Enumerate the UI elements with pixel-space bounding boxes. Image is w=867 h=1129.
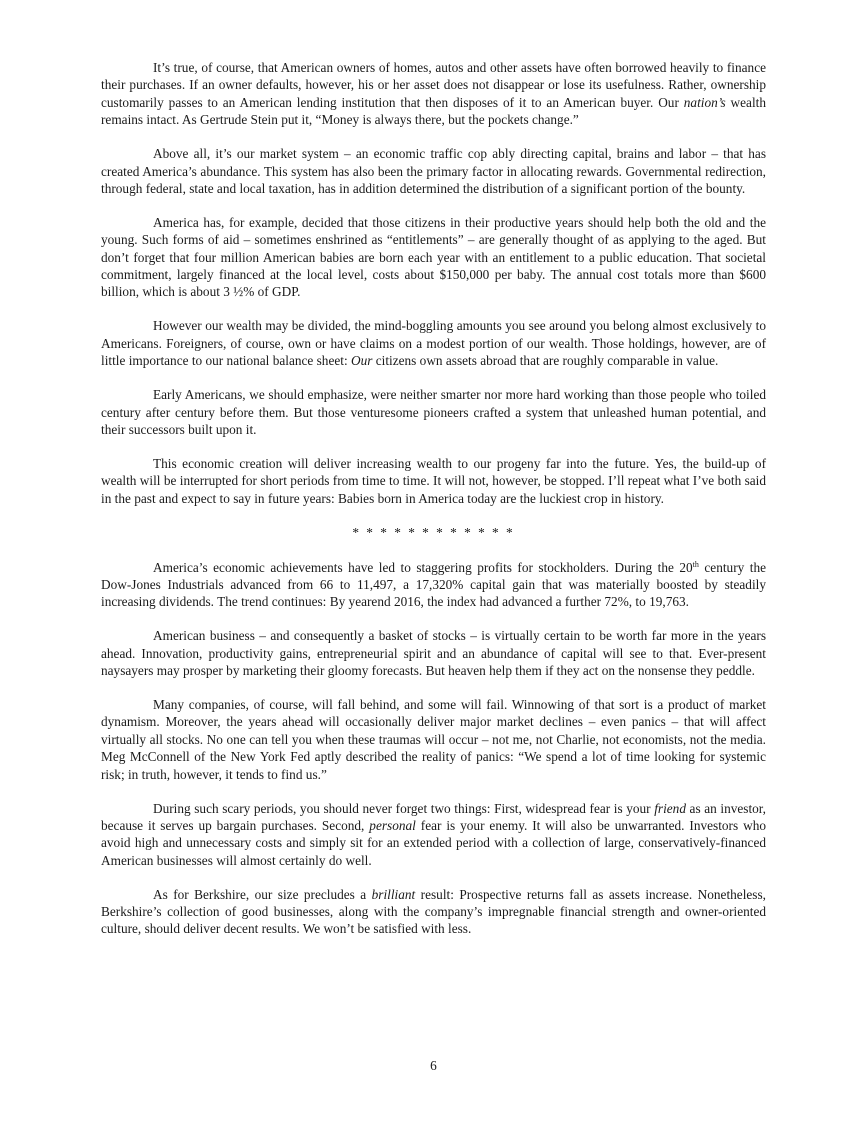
paragraph-text: citizens own assets abroad that are roughly comparable in value.: [372, 353, 719, 369]
paragraph: [101, 696, 766, 783]
body-section-2: [101, 559, 766, 938]
paragraph: [101, 317, 766, 369]
paragraph: [101, 386, 766, 438]
paragraph-text: as an investor, because it serves up bargain purchases. Second,: [101, 800, 767, 833]
emphasis-text: brilliant: [371, 886, 416, 902]
paragraph-text: During such scary periods, you should never forget two things: First, widespread fear is your: [153, 800, 655, 816]
paragraph-text: America has, for example, decided that those citizens in their productive years should help both the old and the young. Such forms of aid – sometimes enshrined as “entitlements” – are generally thought of as applying to the aged. But don’t forget that four million American babies are born each year with an entitlement to a public education. That societal commitment, largely financed at the local level, costs about $150,000 per baby. The annual cost totals more than $600 billion, which is about 3 ½% of GDP.: [101, 214, 766, 300]
paragraph-text: However our wealth may be divided, the mind-boggling amounts you see around you belong almost exclusively to Americans. Foreigners, of course, own or have claims on a modest portion of our wealth. Those holdings, however, are of little importance to our national balance sheet:: [101, 318, 766, 369]
page-number: 6: [430, 1058, 437, 1073]
paragraph-text: wealth remains intact. As Gertrude Stein put it, “Money is always there, but the pockets change.”: [101, 94, 766, 128]
paragraph-text: America’s economic achievements have led to staggering profits for stockholders. During the 20: [153, 559, 693, 575]
paragraph: [101, 886, 766, 938]
paragraph-text: Above all, it’s our market system – an economic traffic cop ably directing capital, brains and labor – that has created America’s abundance. This system has also been the primary factor in allocating rewards. Governmental redirection, through federal, state and local taxation, has in addition determined the distribution of a significant portion of the bounty.: [101, 146, 766, 196]
paragraph-text: century the Dow-Jones Industrials advanced from 66 to 11,497, a 17,320% capital gain that was materially boosted by steadily increasing dividends. The trend continues: By yearend 2016, the index had advanced a further 72%, to 19,763.: [101, 559, 767, 610]
paragraph: [101, 59, 766, 129]
paragraph: [101, 145, 766, 197]
emphasis-text: nation’s: [683, 94, 726, 110]
paragraph-text: As for Berkshire, our size precludes a: [153, 886, 372, 902]
section-separator: * * * * * * * * * * * *: [352, 524, 515, 540]
paragraph-text: It’s true, of course, that American owners of homes, autos and other assets have often borrowed heavily to finance their purchases. If an owner defaults, however, his or her asset does not disappear or lose its usefulness. Rather, ownership customarily passes to an American lending institution that then disposes of it to an American buyer. Our: [101, 60, 766, 110]
paragraph: [101, 800, 766, 870]
emphasis-text: personal: [369, 817, 416, 833]
paragraph: [101, 627, 766, 679]
paragraph: [101, 559, 766, 611]
paragraph-text: This economic creation will deliver increasing wealth to our progeny far into the future. Yes, the build-up of wealth will be interrupted for short periods from time to time. It will not, however, be stopped. I’ll repeat what I’ve both said in the past and expect to say in future years: Babies born in America today are the luckiest crop in history.: [101, 455, 766, 506]
body-section-1: [101, 59, 766, 507]
paragraph-text: result: Prospective returns fall as assets increase. Nonetheless, Berkshire’s collection of good businesses, along with the company’s impregnable financial strength and owner-oriented culture, should deliver decent results. We won’t be satisfied with less.: [101, 886, 766, 937]
emphasis-text: friend: [654, 800, 686, 816]
superscript-text: th: [692, 559, 699, 569]
paragraph-text: Early Americans, we should emphasize, were neither smarter nor more hard working than those people who toiled century after century before them. But those venturesome pioneers crafted a system that unleashed human potential, and their successors built upon it.: [101, 387, 766, 437]
document-page: [101, 59, 766, 954]
paragraph-text: Many companies, of course, will fall behind, and some will fail. Winnowing of that sort is a product of market dynamism. Moreover, the years ahead will occasionally deliver major market declines – even panics – that will affect virtually all stocks. No one can tell you when these traumas will occur – not me, not Charlie, not economists, not the media. Meg McConnell of the New York Fed aptly described the reality of panics: “We spend a lot of time looking for systemic risk; in truth, however, it tends to find us.”: [101, 696, 766, 782]
paragraph: [101, 214, 766, 301]
paragraph-text: American business – and consequently a basket of stocks – is virtually certain to be worth far more in the years ahead. Innovation, productivity gains, entrepreneurial spirit and an abundance of capital will see to that. Ever-present naysayers may prosper by marketing their gloomy forecasts. But heaven help them if they act on the nonsense they peddle.: [101, 628, 766, 679]
paragraph-text: fear is your enemy. It will also be unwarranted. Investors who avoid high and unnecessary costs and simply sit for an extended period with a collection of large, conservatively-financed American businesses will almost certainly do well.: [101, 817, 766, 868]
paragraph: [101, 455, 766, 507]
emphasis-text: Our: [350, 353, 373, 369]
